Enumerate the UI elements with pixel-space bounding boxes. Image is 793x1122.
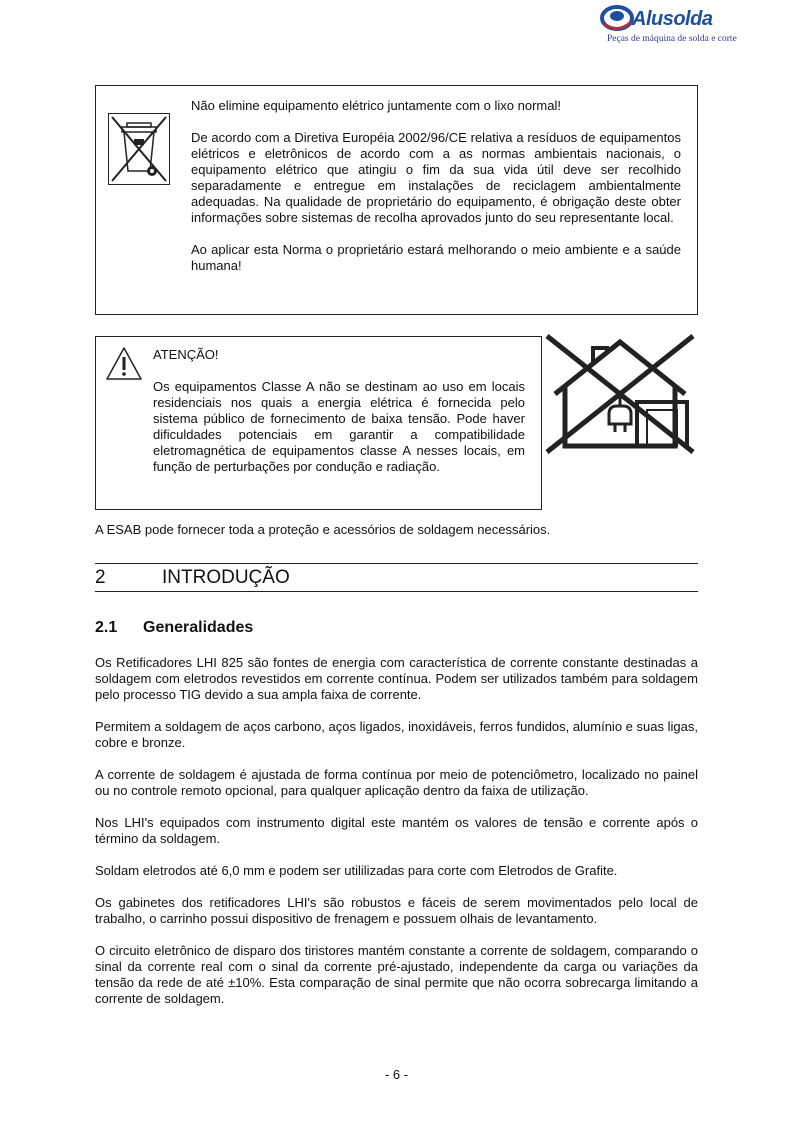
- section-heading: [95, 619, 253, 637]
- body-text: [95, 655, 698, 1023]
- warning-title: ATENÇÃO!: [153, 347, 219, 362]
- section-number: 2.1: [95, 619, 118, 636]
- paragraph: Nos LHI's equipados com instrumento digital este mantém os valores de tensão e corrente após o término da soldagem.: [95, 815, 698, 846]
- brand-name: Alusolda: [632, 8, 713, 30]
- crossed-out-bin-icon: [108, 113, 170, 185]
- weee-paragraph-2: Ao aplicar esta Norma o proprietário estará melhorando o meio ambiente e a saúde humana!: [191, 242, 681, 273]
- logo-swoosh-icon: [600, 4, 634, 32]
- chapter-heading: [95, 567, 290, 589]
- brand-tagline: Peças de máquina de solda e corte: [607, 34, 737, 44]
- paragraph: O circuito eletrônico de disparo dos tiristores mantém constante a corrente de soldagem, comparando o sinal da corrente real com o sinal da corrente pré-ajustado, independente da carga ou variações da tensão da rede de até ±10%. Esta comparação de sinal permite que não ocorra sobrecarga limitando a corrente de soldagem.: [95, 943, 698, 1006]
- paragraph: Permitem a soldagem de aços carbono, aços ligados, inoxidáveis, ferros fundidos, alumínio e suas ligas, cobre e bronze.: [95, 719, 698, 750]
- paragraph: Os gabinetes dos retificadores LHI's são robustos e fáceis de serem movimentados pelo local de trabalho, o carrinho possui dispositivo de frenagem e possuem olhais de levantamento.: [95, 895, 698, 926]
- warning-text: Os equipamentos Classe A não se destinam ao uso em locais residenciais nos quais a energia elétrica é fornecida pelo sistema público de fornecimento de baixa tensão. Pode haver dificuldades potenciais em garantir a compatibilidade eletromagnética de equipamentos classe A nesses locais, em função de perturbações por condução e radiação.: [153, 379, 525, 474]
- chapter-number: 2: [95, 567, 106, 588]
- page-number: - 6 -: [384, 1067, 409, 1082]
- alusolda-logo: [600, 4, 735, 50]
- paragraph: Os Retificadores LHI 825 são fontes de energia com característica de corrente constante destinadas a soldagem com eletrodos revestidos em corrente contínua. Podem ser utilizados também para soldagem pelo processo TIG devido a sua ampla faixa de corrente.: [95, 655, 698, 702]
- warning-triangle-icon: [105, 346, 143, 382]
- warning-box: [95, 336, 542, 510]
- no-residential-use-icon: [545, 334, 695, 454]
- paragraph: A corrente de soldagem é ajustada de forma contínua por meio de potenciômetro, localizado no painel ou no controle remoto opcional, para qualquer aplicação dentro da faixa de utilização.: [95, 767, 698, 798]
- esab-note: A ESAB pode fornecer toda a proteção e acessórios de soldagem necessários.: [95, 522, 551, 537]
- chapter-title: INTRODUÇÃO: [162, 567, 290, 588]
- weee-title: Não elimine equipamento elétrico juntamente com o lixo normal!: [191, 98, 561, 113]
- paragraph: Soldam eletrodos até 6,0 mm e podem ser utililizadas para corte com Eletrodos de Grafite.: [95, 863, 618, 878]
- weee-paragraph-1: De acordo com a Diretiva Européia 2002/96/CE relativa a resíduos de equipamentos elétricos e eletrônicos de acordo com a as normas ambientais nacionais, o equipamento elétrico que atingiu o fim da sua vida útil deve ser recolhido separadamente e entregue em instalações de reciclagem ambientalmente adequadas. Na qualidade de proprietário do equipamento, é obrigação deste obter informações sobre sistemas de recolha aprovados junto do seu representante local.: [191, 130, 681, 225]
- chapter-rule-top: [95, 563, 698, 564]
- weee-notice-box: [95, 85, 698, 315]
- chapter-rule-bottom: [95, 591, 698, 592]
- section-title: Generalidades: [143, 619, 254, 636]
